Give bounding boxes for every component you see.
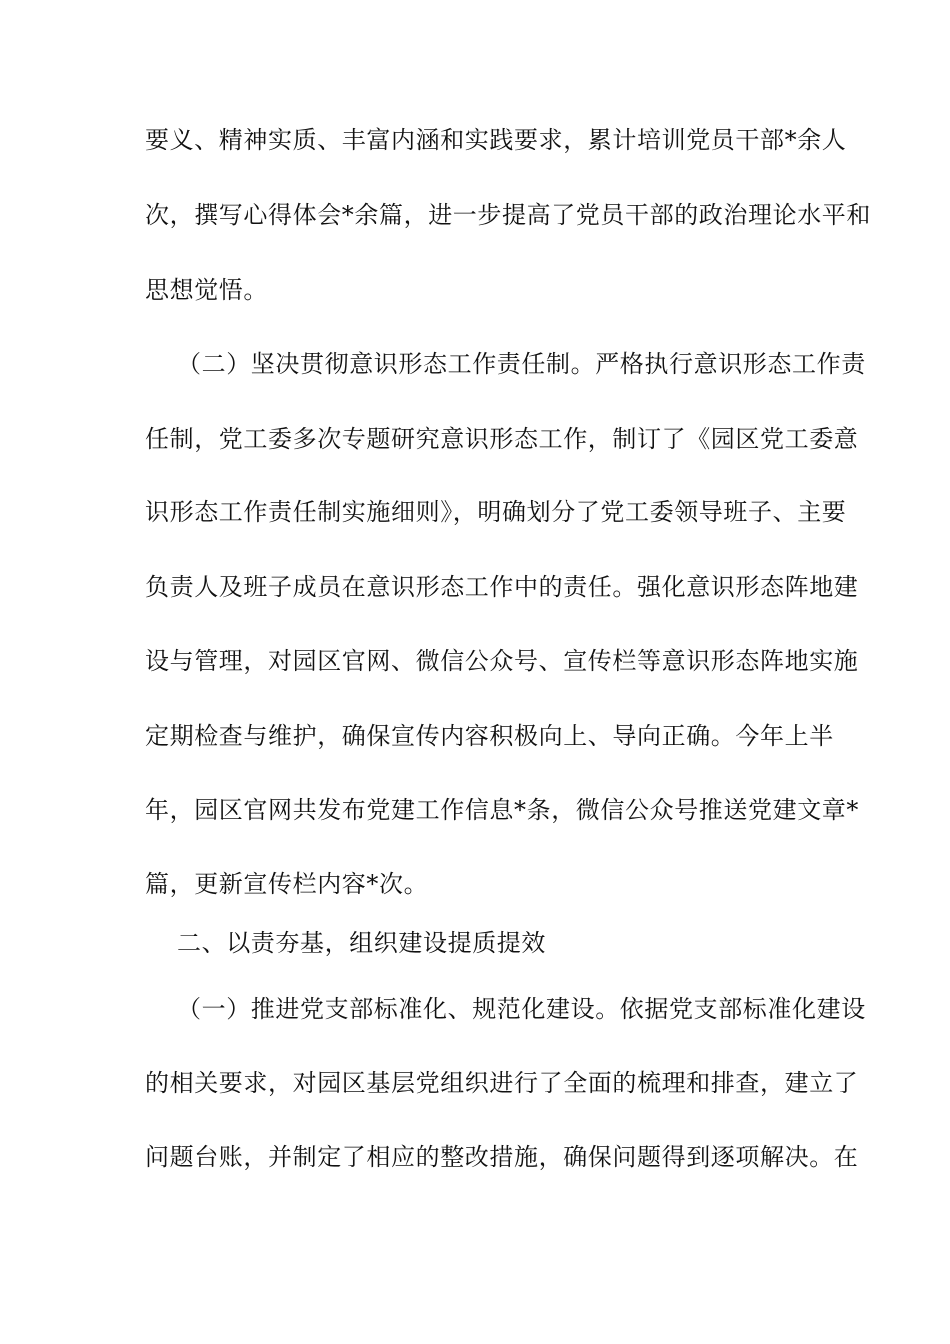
text-line-2: 次，撰写心得体会*余篇，进一步提高了党员干部的政治理论水平和 — [145, 201, 871, 229]
text-line-10: 年，园区官网共发布党建工作信息*条，微信公众号推送党建文章* — [145, 796, 859, 824]
text-line-14: 的相关要求，对园区基层党组织进行了全面的梳理和排查，建立了 — [145, 1069, 859, 1097]
text-line-1: 要义、精神实质、丰富内涵和实践要求，累计培训党员干部*余人 — [145, 126, 847, 154]
text-line-5: 任制，党工委多次专题研究意识形态工作，制订了《园区党工委意 — [145, 425, 859, 453]
text-line-11: 篇，更新宣传栏内容*次。 — [145, 870, 429, 898]
text-line-9: 定期检查与维护，确保宣传内容积极向上、导向正确。今年上半 — [145, 722, 834, 750]
subsection-heading-1-paragraph-start: （一）推进党支部标准化、规范化建设。依据党支部标准化建设 — [177, 995, 866, 1023]
text-line-8: 设与管理，对园区官网、微信公众号、宣传栏等意识形态阵地实施 — [145, 647, 859, 675]
text-line-15: 问题台账，并制定了相应的整改措施，确保问题得到逐项解决。在 — [145, 1143, 859, 1171]
text-line-6: 识形态工作责任制实施细则》，明确划分了党工委领导班子、主要 — [145, 498, 847, 526]
text-line-3: 思想觉悟。 — [145, 276, 268, 304]
section-heading-2-paragraph-start: （二）坚决贯彻意识形态工作责任制。严格执行意识形态工作责 — [177, 350, 866, 378]
text-line-7: 负责人及班子成员在意识形态工作中的责任。强化意识形态阵地建 — [145, 573, 859, 601]
section-title: 二、以责夯基，组织建设提质提效 — [177, 929, 546, 957]
